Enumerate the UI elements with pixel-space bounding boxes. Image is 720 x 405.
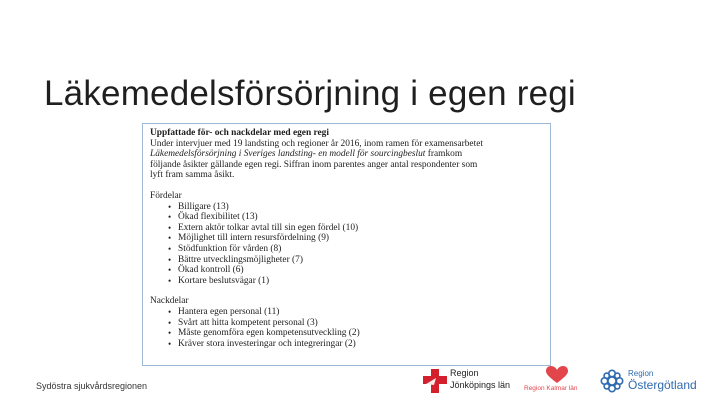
info-box [142,123,551,366]
disadvantage-item-text: Kräver stora investeringar och integreringar (2) [178,338,356,349]
bullet-icon: • [168,306,172,317]
disadvantage-item-text: Svårt att hitta kompetent personal (3) [178,317,318,328]
advantage-item [168,276,544,287]
bullet-icon: • [168,222,172,233]
disadvantage-item [168,339,544,350]
region-ostergotland-logo [598,366,716,396]
bullet-icon: • [168,328,172,339]
kalmar-text: Region Kalmar län [524,385,578,392]
bullet-icon: • [168,265,172,276]
advantage-item [168,202,544,213]
advantage-item-text: Kortare beslutsvägar (1) [178,275,270,286]
intro-line-2 [150,149,544,160]
bullet-icon: • [168,233,172,244]
advantage-item [168,223,544,234]
bullet-icon: • [168,212,172,223]
advantage-item-text: Ökad kontroll (6) [178,265,244,276]
jkpg-line1: Region [450,368,479,378]
advantage-item-text: Billigare (13) [178,201,229,212]
advantages-label: Fördelar [150,190,182,201]
rosette-icon [600,369,624,393]
disadvantage-item-text: Måste genomföra egen kompetensutveckling (2) [178,328,360,339]
advantage-item-text: Bättre utvecklingsmöjligheter (7) [178,254,303,265]
advantage-item [168,212,544,223]
disadvantage-item [168,318,544,329]
cross-icon [422,368,448,394]
advantage-item [168,265,544,276]
intro-line-1: Under intervjuer med 19 landsting och regioner år 2016, inom ramen för examensarbetet [150,138,483,149]
thesis-title: Läkemedelsförsörjning i Sveriges landsting- en modell för sourcingbeslut [150,149,426,160]
jkpg-line2: Jönköpings län [450,380,511,390]
bullet-icon: • [168,275,172,286]
disadvantage-item-text: Hantera egen personal (11) [178,306,280,317]
footer-region-text: Sydöstra sjukvårdsregionen [36,381,148,391]
advantage-item [168,233,544,244]
heart-icon [546,366,568,384]
bullet-icon: • [168,243,172,254]
box-heading: Uppfattade för- och nackdelar med egen regi [150,128,329,138]
intro-line-3: följande åsikter gällande egen regi. Siffran inom parentes anger antal respondenter som [150,159,478,170]
advantage-item [168,255,544,266]
disadvantage-item [168,307,544,318]
disadvantage-item [168,328,544,339]
advantage-item-text: Stödfunktion för vården (8) [178,243,282,254]
disadvantages-list [150,307,544,349]
og-line2: Östergötland [628,378,697,392]
bullet-icon: • [168,254,172,265]
slide-title: Läkemedelsförsörjning i egen regi [44,74,576,113]
advantage-item-text: Extern aktör tolkar avtal till sin egen fördel (10) [178,222,359,233]
intro-line-4: lyft fram samma åsikt. [150,170,235,181]
advantages-list [150,202,544,287]
bullet-icon: • [168,338,172,349]
intro-line-2-rest: framkom [425,149,463,160]
region-jonkoping-logo [420,366,515,396]
region-kalmar-logo [520,366,592,396]
advantage-item [168,244,544,255]
intro-paragraph [150,139,544,181]
disadvantages-label: Nackdelar [150,296,189,307]
advantage-item-text: Ökad flexibilitet (13) [178,212,258,223]
bullet-icon: • [168,201,172,212]
bullet-icon: • [168,317,172,328]
advantage-item-text: Möjlighet till intern resursfördelning (9) [178,233,330,244]
og-line1: Region [628,369,654,378]
